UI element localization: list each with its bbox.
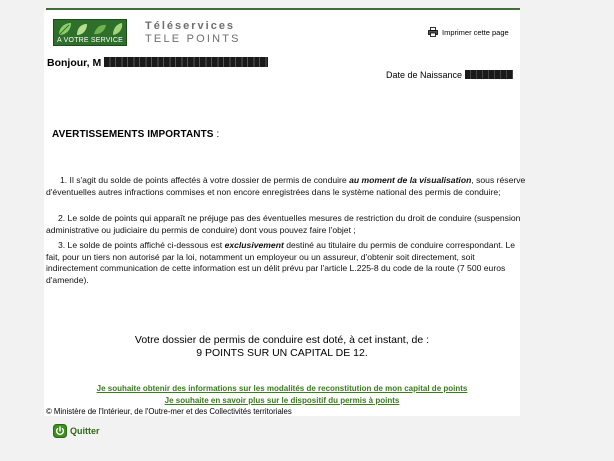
warning-1-emphasis: au moment de la visualisation (349, 175, 472, 185)
quit-label: Quitter (70, 426, 100, 436)
warnings-title-colon: : (216, 129, 220, 140)
site-title: Téléservices (145, 20, 236, 32)
quit-button[interactable] (53, 424, 100, 438)
printer-icon (428, 27, 438, 37)
warning-item-1 (46, 175, 526, 198)
points-intro: Votre dossier de permis de conduire est doté, à cet instant, de : (134, 334, 430, 346)
leaf-icon (92, 21, 108, 37)
warnings-title (52, 129, 219, 140)
print-page-link[interactable] (428, 27, 509, 37)
warning-3-text: 3. Le solde de points affiché ci-dessous est (58, 240, 225, 250)
permit-system-info-link[interactable]: Je souhaite en savoir plus sur le dispositif du permis à points (164, 396, 400, 405)
warning-1-text-end: , sous réserve d'éventuelles autres infractions commises et non encore enregistrées dans le système national des permis de conduire; (46, 175, 526, 197)
leaf-icon (110, 21, 126, 37)
copyright-footer: © Ministère de l'Intérieur, de l'Outre-mer et des Collectivités territoriales (46, 407, 292, 416)
warning-3-text-end: destiné au titulaire du permis de conduire correspondant. Le fait, pour un tiers non autorisé par la loi, notamment un employeur ou un assureur, d'obtenir soit directement, soit indirectement communication de cette information est un délit prévu par l'article L.225-8 du code de la route (7 500 euros d'amende). (46, 240, 516, 285)
warning-item-3 (46, 240, 526, 286)
redacted-name (104, 57, 268, 67)
leaf-icon (74, 21, 90, 37)
print-label: Imprimer cette page (442, 27, 509, 37)
warning-1-text: 1. Il s'agit du solde de points affectés à votre dossier de permis de conduire (60, 175, 350, 185)
warning-3-emphasis: exclusivement (224, 240, 284, 250)
redacted-dob (465, 70, 513, 79)
header-divider (46, 8, 520, 10)
greeting (47, 57, 268, 69)
power-icon (53, 424, 67, 438)
reconstitution-info-link[interactable]: Je souhaite obtenir des informations sur les modalités de reconstitution de mon capital de points (96, 384, 468, 393)
service-logo (53, 19, 127, 46)
warning-item-2: 2. Le solde de points qui apparaît ne préjuge pas des éventuelles mesures de restriction du droit de conduire (suspension administrative ou judiciaire du permis de conduire) dont vous pouvez faire l'objet ; (46, 213, 521, 235)
points-value: 9 POINTS SUR UN CAPITAL DE 12. (196, 347, 368, 359)
logo-text: A VOTRE SERVICE (57, 37, 123, 44)
points-balance (44, 334, 520, 360)
leaf-icon (57, 21, 73, 37)
site-subtitle: TELE POINTS (145, 33, 241, 45)
warnings-title-text: AVERTISSEMENTS IMPORTANTS (52, 129, 214, 140)
date-of-birth (386, 70, 513, 80)
dob-label: Date de Naissance (386, 70, 463, 80)
greeting-text: Bonjour, M (47, 57, 102, 69)
